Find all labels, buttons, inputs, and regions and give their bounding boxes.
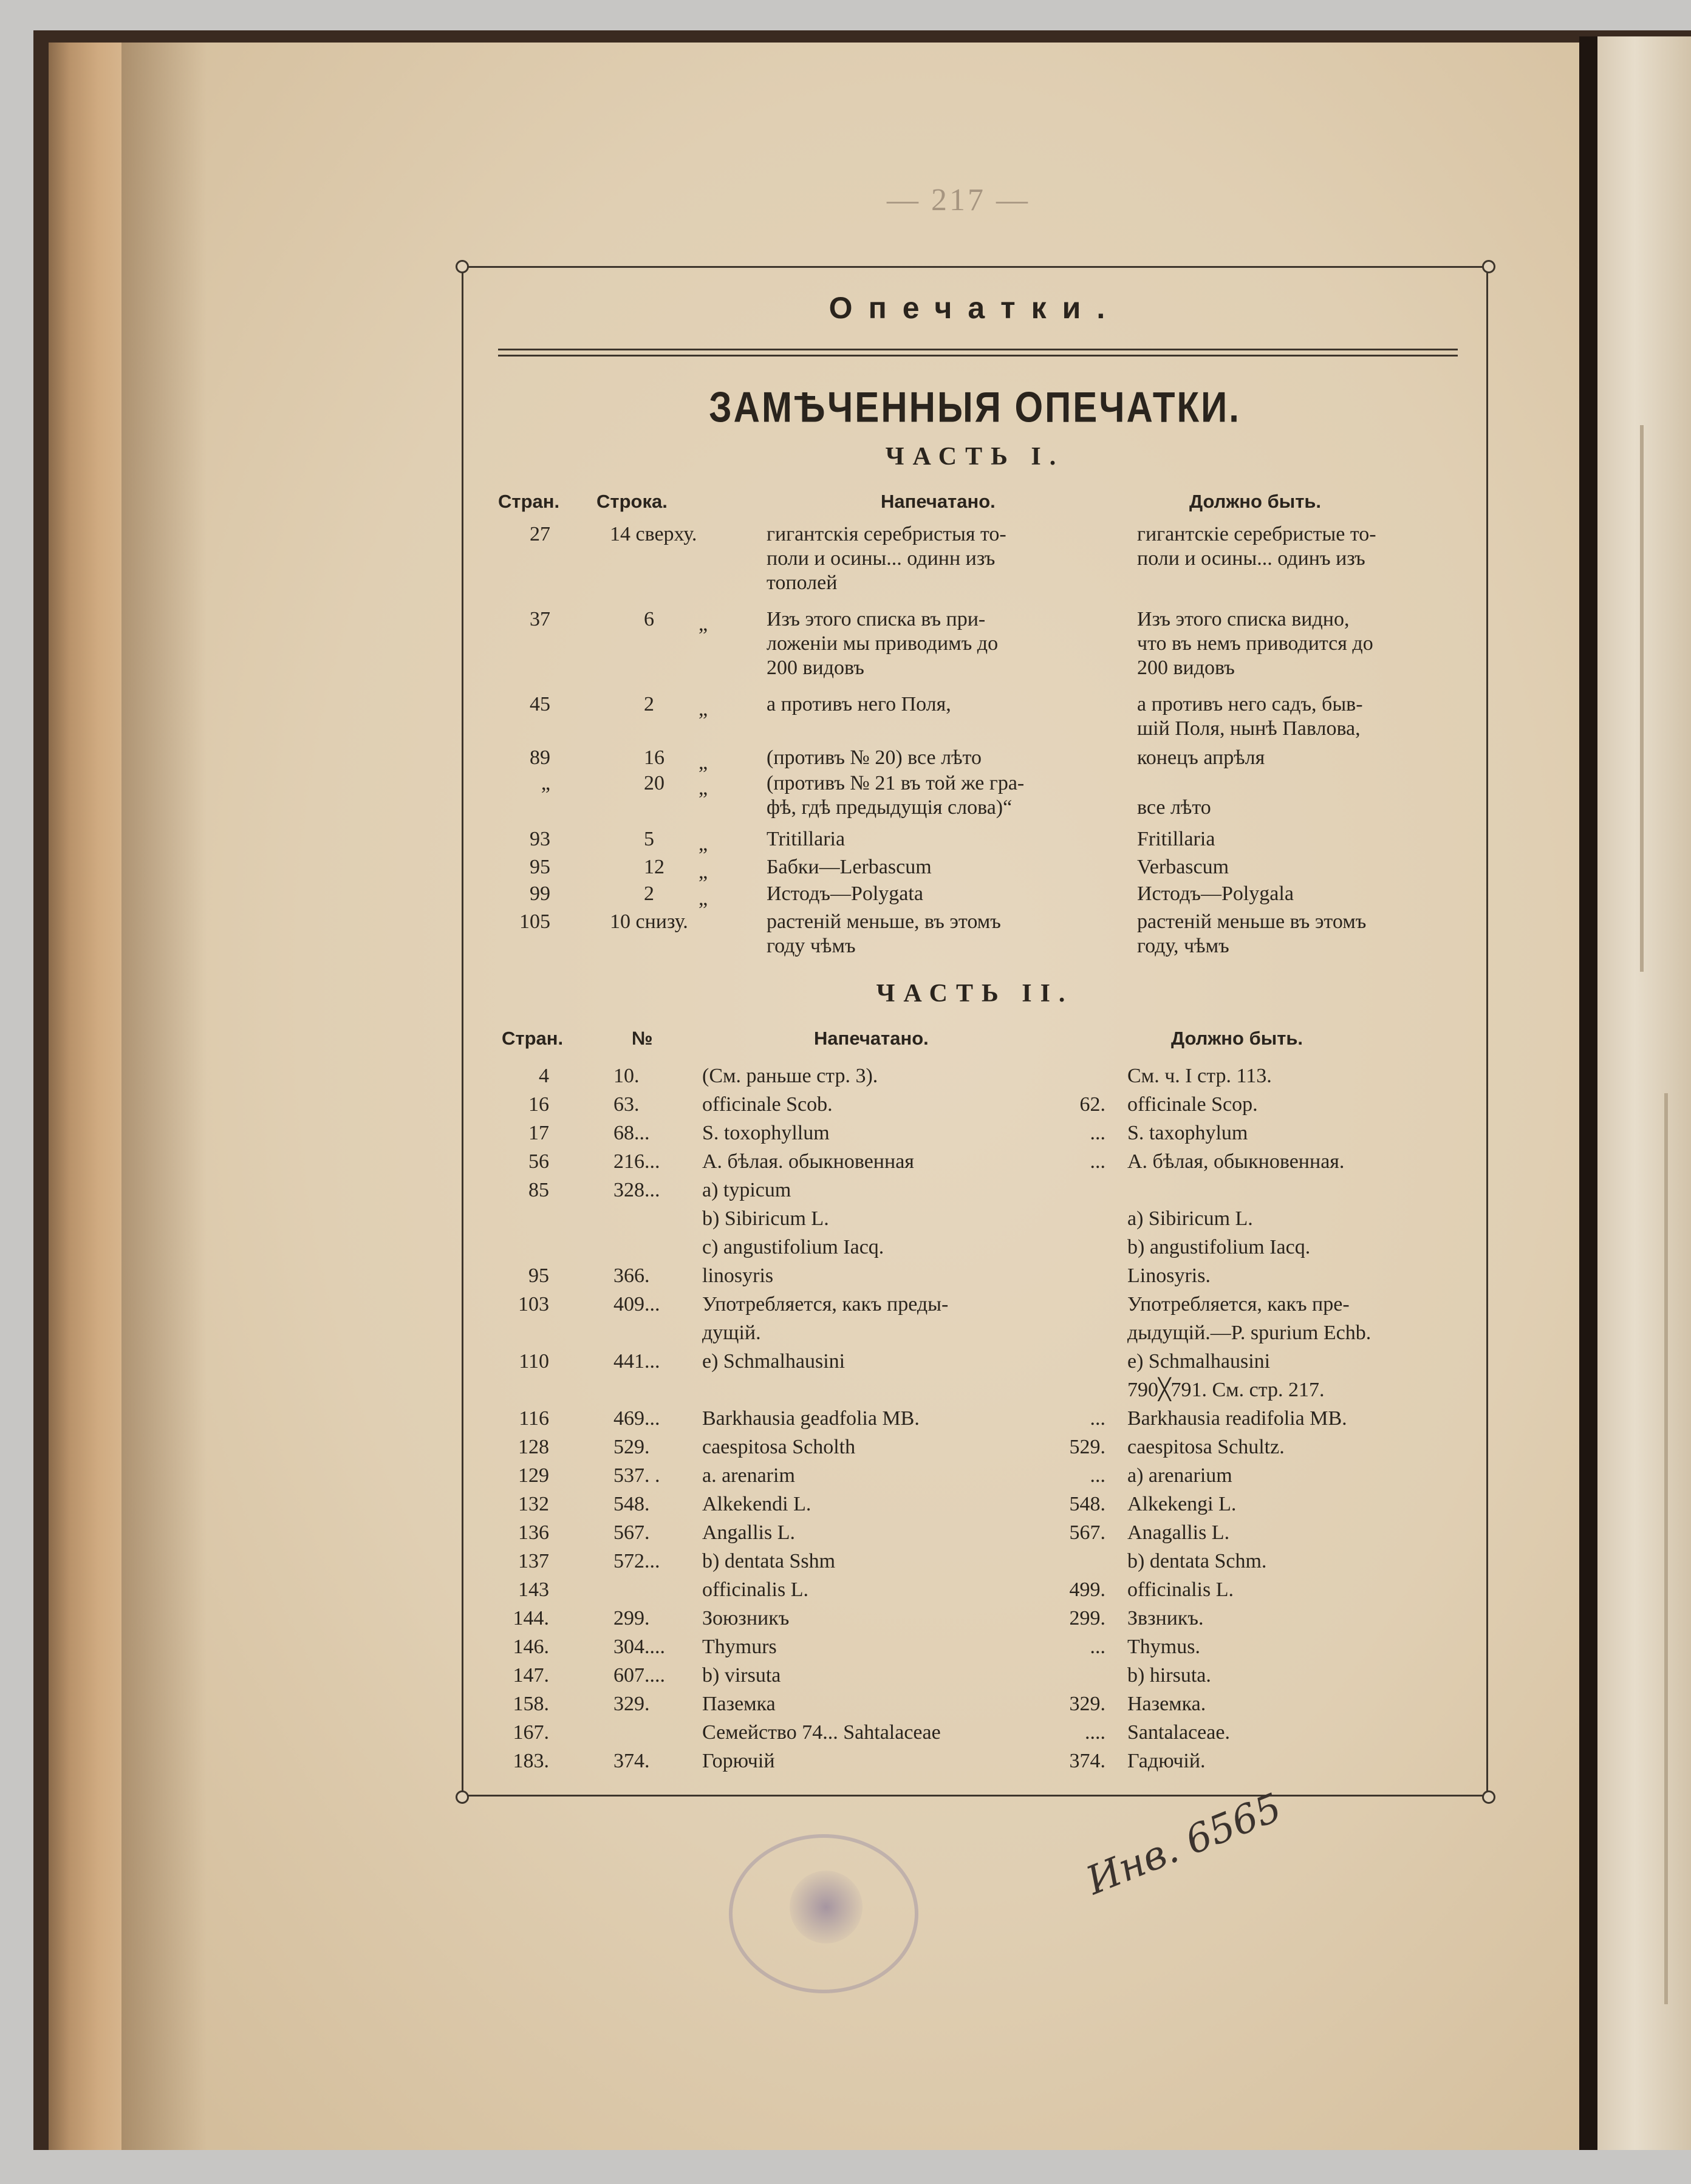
part2-col-no: №	[632, 1028, 653, 1049]
part2-entry-number: 68...	[613, 1122, 650, 1144]
part1-printed-text: Tritillaria	[767, 828, 846, 850]
part2-printed-text: S. toxophyllum	[702, 1122, 830, 1144]
part1-page-number: 93	[530, 828, 550, 850]
part2-correct-text: Thymus.	[1127, 1636, 1200, 1658]
frame-corner	[1482, 1790, 1495, 1804]
part2-page-number: 147.	[513, 1664, 549, 1687]
part2-correct-text: a) arenarium	[1127, 1464, 1232, 1487]
part1-printed-text: ложеніи мы приводимъ до	[767, 632, 999, 655]
part1-ditto-mark: „	[699, 751, 708, 774]
frame-corner	[1482, 260, 1495, 273]
part1-line-number: 6	[644, 608, 654, 630]
part1-heading: ЧАСТЬ I.	[885, 443, 1065, 471]
page-title: ЗАМѢЧЕННЫЯ ОПЕЧАТКИ.	[709, 383, 1241, 432]
part1-correct-text: шій Поля, нынѣ Павлова,	[1137, 717, 1361, 740]
part2-page-number: 16	[528, 1093, 549, 1116]
part1-printed-text: году чѣмъ	[767, 935, 856, 957]
part2-correct-entry-number: ...	[1090, 1122, 1105, 1144]
part2-entry-number: 607....	[613, 1664, 665, 1687]
part1-printed-text: а противъ него Поля,	[767, 693, 951, 715]
part1-printed-text: поли и осины... одинн изъ	[767, 547, 996, 570]
part2-entry-number: 304....	[613, 1636, 665, 1658]
part2-correct-text: a) Sibiricum L.	[1127, 1207, 1253, 1230]
part2-correct-entry-number: 529.	[1069, 1436, 1105, 1458]
part1-page-number: 27	[530, 523, 550, 545]
part2-correct-text: Alkekengi L.	[1127, 1493, 1237, 1515]
part1-printed-text: Истодъ—Polygata	[767, 882, 923, 905]
part1-ditto-mark: „	[699, 698, 708, 720]
part1-printed-text: (противъ № 20) все лѣто	[767, 746, 982, 769]
part2-correct-text: дыдущій.—P. spurium Echb.	[1127, 1322, 1372, 1344]
part1-line-number: 2	[644, 693, 654, 715]
handwritten-inventory-number: Инв. 6565	[1080, 1785, 1288, 1904]
part2-correct-entry-number: ...	[1090, 1407, 1105, 1430]
part2-correct-text: Употребляется, какъ пре-	[1127, 1293, 1350, 1316]
part2-entry-number: 572...	[613, 1550, 660, 1572]
part2-correct-text: 790╳791. См. стр. 217.	[1127, 1379, 1325, 1401]
part1-ditto-mark: „	[699, 777, 708, 799]
part2-page-number: 144.	[513, 1607, 549, 1629]
part2-correct-text: S. taxophylum	[1127, 1122, 1248, 1144]
part1-correct-text: растеній меньше въ этомъ	[1137, 910, 1367, 933]
part2-correct-entry-number: 299.	[1069, 1607, 1105, 1629]
part2-printed-text: Alkekendi L.	[702, 1493, 811, 1515]
part2-printed-text: Thymurs	[702, 1636, 777, 1658]
part1-line-number: 12	[644, 856, 664, 878]
part2-correct-entry-number: ....	[1085, 1721, 1105, 1744]
part2-correct-text: e) Schmalhausini	[1127, 1350, 1271, 1373]
part2-page-number: 128	[518, 1436, 549, 1458]
part2-printed-text: officinalis L.	[702, 1578, 808, 1601]
part1-correct-text: году, чѣмъ	[1137, 935, 1229, 957]
part1-col-page: Стран.	[498, 491, 560, 512]
part2-printed-text: b) virsuta	[702, 1664, 781, 1687]
part2-correct-text: b) dentata Schm.	[1127, 1550, 1267, 1572]
part2-correct-entry-number: ...	[1090, 1636, 1105, 1658]
part2-correct-text: Barkhausia readifolia MB.	[1127, 1407, 1347, 1430]
part2-correct-entry-number: ...	[1090, 1464, 1105, 1487]
part2-col-printed: Напечатано.	[814, 1028, 929, 1049]
part1-correct-text: гигантскіе серебристые то-	[1137, 523, 1376, 545]
part1-correct-text: конецъ апрѣля	[1137, 746, 1265, 769]
part2-correct-text: b) hirsuta.	[1127, 1664, 1211, 1687]
part1-correct-text: Истодъ—Polygala	[1137, 882, 1294, 905]
part2-correct-text: caespitosa Schultz.	[1127, 1436, 1285, 1458]
part1-correct-text: 200 видовъ	[1137, 657, 1235, 679]
part2-entry-number: 441...	[613, 1350, 660, 1373]
frame-corner	[456, 260, 469, 273]
part2-printed-text: А. бѣлая. обыкновенная	[702, 1150, 914, 1173]
part2-correct-text: См. ч. I стр. 113.	[1127, 1065, 1272, 1087]
part1-page-number: 37	[530, 608, 550, 630]
part1-line-number: 2	[644, 882, 654, 905]
part2-entry-number: 567.	[613, 1521, 650, 1544]
part2-printed-text: a) typicum	[702, 1179, 791, 1201]
part2-printed-text: b) Sibiricum L.	[702, 1207, 829, 1230]
part1-correct-text: Fritillaria	[1137, 828, 1215, 850]
part1-line-number: 16	[644, 746, 664, 769]
part1-correct-text: поли и осины... одинъ изъ	[1137, 547, 1365, 570]
part2-entry-number: 537. .	[613, 1464, 660, 1487]
part2-entry-number: 529.	[613, 1436, 650, 1458]
frame-corner	[456, 1790, 469, 1804]
part1-correct-text: что въ немъ приводится до	[1137, 632, 1373, 655]
part2-page-number: 137	[518, 1550, 549, 1572]
part1-printed-text: (противъ № 21 въ той же гра-	[767, 772, 1025, 794]
part1-correct-text: Изъ этого списка видно,	[1137, 608, 1350, 630]
part2-page-number: 158.	[513, 1693, 549, 1715]
part1-col-printed: Напечатано.	[881, 491, 996, 512]
part2-printed-text: Зоюзникъ	[702, 1607, 790, 1629]
part2-page-number: 183.	[513, 1750, 549, 1772]
right-page-stack	[1597, 36, 1691, 2156]
part2-page-number: 132	[518, 1493, 549, 1515]
part2-printed-text: Семейство 74... Sahtalaceae	[702, 1721, 941, 1744]
part2-page-number: 167.	[513, 1721, 549, 1744]
part1-ditto-mark: „	[699, 833, 708, 855]
part2-correct-entry-number: 62.	[1079, 1093, 1105, 1116]
part1-ditto-mark: „	[699, 887, 708, 910]
part1-printed-text: Бабки—Lerbascum	[767, 856, 932, 878]
part2-correct-entry-number: 499.	[1069, 1578, 1105, 1601]
part2-entry-number: 366.	[613, 1264, 650, 1287]
part2-printed-text: linosyris	[702, 1264, 774, 1287]
part2-entry-number: 409...	[613, 1293, 660, 1316]
part2-printed-text: Barkhausia geadfolia MB.	[702, 1407, 920, 1430]
part1-printed-text: растеній меньше, въ этомъ	[767, 910, 1001, 933]
part2-printed-text: e) Schmalhausini	[702, 1350, 846, 1373]
part2-entry-number: 63.	[613, 1093, 640, 1116]
part1-line-number: 10 снизу.	[610, 910, 688, 933]
part1-line-number: 20	[644, 772, 664, 794]
part1-page-number: „	[541, 772, 550, 794]
part2-page-number: 56	[528, 1150, 549, 1173]
part1-page-number: 105	[519, 910, 550, 933]
part2-page-number: 17	[528, 1122, 549, 1144]
part2-col-page: Стран.	[502, 1028, 564, 1049]
page-number: — 217 —	[887, 183, 1030, 217]
part1-printed-text: Изъ этого списка въ при-	[767, 608, 986, 630]
part2-page-number: 103	[518, 1293, 549, 1316]
part2-page-number: 116	[519, 1407, 549, 1430]
part2-printed-text: дущій.	[702, 1322, 761, 1344]
part1-printed-text: 200 видовъ	[767, 657, 864, 679]
part2-correct-text: А. бѣлая, обыкновенная.	[1127, 1150, 1345, 1173]
part1-line-number: 5	[644, 828, 654, 850]
part2-col-correct: Должно быть.	[1171, 1028, 1303, 1049]
part2-page-number: 143	[518, 1578, 549, 1601]
page-gutter-shadow	[121, 43, 207, 2156]
part2-printed-text: (См. раньше стр. 3).	[702, 1065, 878, 1087]
divider	[498, 355, 1458, 357]
divider	[498, 349, 1458, 350]
part2-page-number: 110	[519, 1350, 549, 1373]
part2-correct-text: officinale Scop.	[1127, 1093, 1258, 1116]
background-strip	[0, 2150, 1691, 2184]
part2-correct-text: Наземка.	[1127, 1693, 1206, 1715]
part1-col-correct: Должно быть.	[1189, 491, 1322, 512]
part2-correct-text: Звзникъ.	[1127, 1607, 1204, 1629]
part2-entry-number: 299.	[613, 1607, 650, 1629]
part2-correct-entry-number: 548.	[1069, 1493, 1105, 1515]
part2-heading: ЧАСТЬ II.	[876, 980, 1074, 1008]
part2-page-number: 4	[539, 1065, 549, 1087]
part2-correct-text: Linosyris.	[1127, 1264, 1211, 1287]
part2-correct-entry-number: ...	[1090, 1150, 1105, 1173]
part2-correct-entry-number: 329.	[1069, 1693, 1105, 1715]
leaf-edge	[1640, 425, 1644, 972]
part2-printed-text: Употребляется, какъ преды-	[702, 1293, 949, 1316]
part2-printed-text: Паземка	[702, 1693, 776, 1715]
page-header: Опечатки.	[828, 291, 1121, 325]
part1-page-number: 99	[530, 882, 550, 905]
part1-page-number: 95	[530, 856, 550, 878]
part1-correct-text: Verbascum	[1137, 856, 1229, 878]
part2-page-number: 136	[518, 1521, 549, 1544]
part1-printed-text: тополей	[767, 572, 838, 594]
part1-ditto-mark: „	[699, 861, 708, 883]
part2-page-number: 95	[528, 1264, 549, 1287]
part2-printed-text: Горючій	[702, 1750, 775, 1772]
part2-correct-text: officinalis L.	[1127, 1578, 1234, 1601]
part2-correct-text: b) angustifolium Iacq.	[1127, 1236, 1311, 1258]
part2-correct-entry-number: 567.	[1069, 1521, 1105, 1544]
part2-entry-number: 469...	[613, 1407, 660, 1430]
part2-entry-number: 329.	[613, 1693, 650, 1715]
part2-entry-number: 328...	[613, 1179, 660, 1201]
part2-entry-number: 216...	[613, 1150, 660, 1173]
part2-printed-text: b) dentata Sshm	[702, 1550, 836, 1572]
library-stamp-ink	[790, 1871, 863, 1943]
part2-correct-text: Anagallis L.	[1127, 1521, 1230, 1544]
part2-correct-text: Гадючій.	[1127, 1750, 1206, 1772]
part1-correct-text: а противъ него садъ, быв-	[1137, 693, 1363, 715]
part2-printed-text: Angallis L.	[702, 1521, 795, 1544]
part1-line-number: 14 сверху.	[610, 523, 697, 545]
part2-page-number: 129	[518, 1464, 549, 1487]
part2-page-number: 146.	[513, 1636, 549, 1658]
part1-page-number: 45	[530, 693, 550, 715]
part2-printed-text: officinale Scob.	[702, 1093, 833, 1116]
part2-entry-number: 374.	[613, 1750, 650, 1772]
part2-entry-number: 10.	[613, 1065, 640, 1087]
part2-page-number: 85	[528, 1179, 549, 1201]
part1-printed-text: гигантскія серебристыя то-	[767, 523, 1006, 545]
part2-entry-number: 548.	[613, 1493, 650, 1515]
part1-col-line: Строка.	[596, 491, 668, 512]
part2-correct-entry-number: 374.	[1069, 1750, 1105, 1772]
part2-correct-text: Santalaceae.	[1127, 1721, 1230, 1744]
part1-page-number: 89	[530, 746, 550, 769]
part1-ditto-mark: „	[699, 613, 708, 635]
part1-printed-text: фѣ, гдѣ предыдущія слова)“	[767, 796, 1013, 819]
leaf-edge	[1664, 1093, 1668, 2004]
part2-printed-text: caespitosa Scholth	[702, 1436, 856, 1458]
part2-printed-text: a. arenarim	[702, 1464, 795, 1487]
part2-printed-text: c) angustifolium Iacq.	[702, 1236, 884, 1258]
part1-correct-text: все лѣто	[1137, 796, 1211, 819]
